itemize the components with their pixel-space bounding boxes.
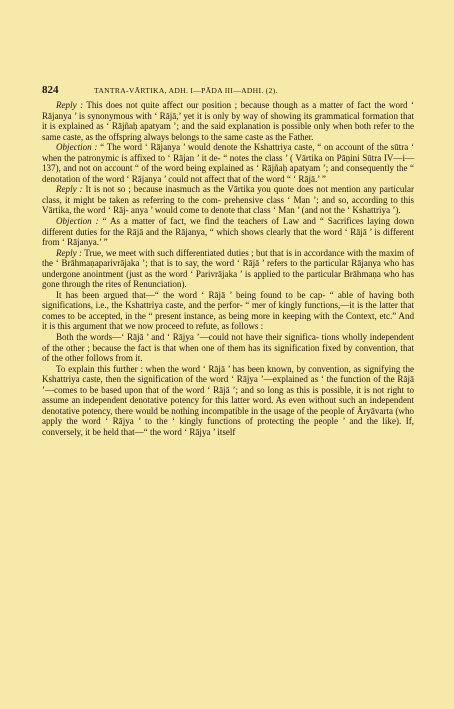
- paragraph-4: [42, 216, 414, 248]
- paragraph-7: [42, 332, 414, 364]
- paragraph-2: [42, 142, 414, 184]
- paragraph-text: Both the words—‘ Rājā ’ and ‘ Rājya ’—could not have their significa- tions wholly independent of the other ; because the fact is that when one of them has its signification fixed by convention, that of the other follows from it.: [42, 332, 414, 364]
- paragraph-text: True, we meet with such differentiated duties ; but that is in accordance with the maxim of the ‘ Brāhmaṇaparivrājaka ’; that is to say, the word ‘ Rājā ’ refers to the particular Rājanya who has undergone anointment (just as the word ‘ Parivrājaka ’ is applied to the particular Brāhmaṇa who has gone through the rites of Renunciation).: [42, 247, 415, 290]
- paragraph-5: [42, 248, 414, 290]
- paragraph-text: To explain this further : when the word ‘ Rājā ’ has been known, by convention, as signifying the Kshattriya caste, then the signification of the word ‘ Rājya ’—explained as ‘ the function of the Rājā ’—comes to be based upon that of the word ‘ Rājā ’; and so long as this is possible, it is not right to assume an independent denotative potency for this latter word. As even without such an independent denotative potency, there would be nothing incompatible in the usage of the people of Āryāvarta (who apply the word ‘ Rājya ’ to the ‘ kingly functions of protecting the people ’ and the like). If, conversely, it be held that—“ the word ‘ Rājya ’ itself: [42, 363, 414, 437]
- body-text: [42, 100, 414, 438]
- paragraph-text: It is not so ; because inasmuch as the Vārtika you quote does not mention any particular class, it might be taken as referring to the com- prehensive class ‘ Man ’; and so, according to this Vārtika, the word ‘ Rāj- anya ’ would come to denote that class ‘ Man ’ (and not the ‘ Kshattriya ’).: [42, 184, 415, 216]
- page-number: 824: [42, 84, 59, 96]
- paragraph-label: Objection :: [56, 216, 99, 227]
- paragraph-label: Reply :: [56, 184, 83, 195]
- paragraph-label: Objection :: [56, 142, 98, 153]
- paragraph-text: “ As a matter of fact, we find the teachers of Law and “ Sacrifices laying down different duties for the Rājā and the Rājanya, “ which shows clearly that the word ‘ Rājā ’ is different from ‘ Rājanya.’ ”: [42, 216, 414, 248]
- paragraph-label: Reply :: [56, 247, 83, 258]
- paragraph-6: [42, 290, 414, 332]
- paragraph-text: It has been argued that—“ the word ‘ Rājā ’ being found to be cap- “ able of having both significations, i.e., the Kshattriya caste, and the perfor- “ mer of kingly functions,—it is the latter that comes to be accepted, in the “ present instance, as being more in keeping with the Context, etc.” And it is this argument that we now proceed to refute, as follows :: [42, 289, 414, 332]
- paragraph-text: This does not quite affect our position ; because though as a matter of fact the word ‘ Rājanya ’ is synonymous with ‘ Rājā,’ yet it is only by way of showing its grammatical formation that it is explained as ‘ Rājñaḥ apatyam ’; and the said explanation is possible only when both refer to the same caste, as the offspring always belongs to the same caste as the Father.: [42, 100, 414, 142]
- paragraph-8: [42, 364, 414, 438]
- running-title: TANTRA-VĀRTIKA, ADH. I—PĀDA III—ADHI. (2).: [94, 86, 278, 95]
- paragraph-text: “ The word ‘ Rājanya ’ would denote the Kshattriya caste, “ on account of the sūtra ‘ when the patronymic is affixed to ‘ Rājan ’ it de- “ notes the class ’ ( Vārtika on Pāṇini Sūtra IV—i—137), and not on account “ of the word being explained as ‘ Rājñaḥ apatyam ’; and consequently the “ denotation of the word ‘ Rājanya ’ could not affect that of the word “ ‘ Rājā.’ ”: [42, 142, 414, 184]
- page-header: [42, 84, 414, 96]
- paragraph-1: [42, 100, 414, 142]
- paragraph-3: [42, 184, 414, 216]
- paragraph-label: Reply :: [56, 100, 84, 110]
